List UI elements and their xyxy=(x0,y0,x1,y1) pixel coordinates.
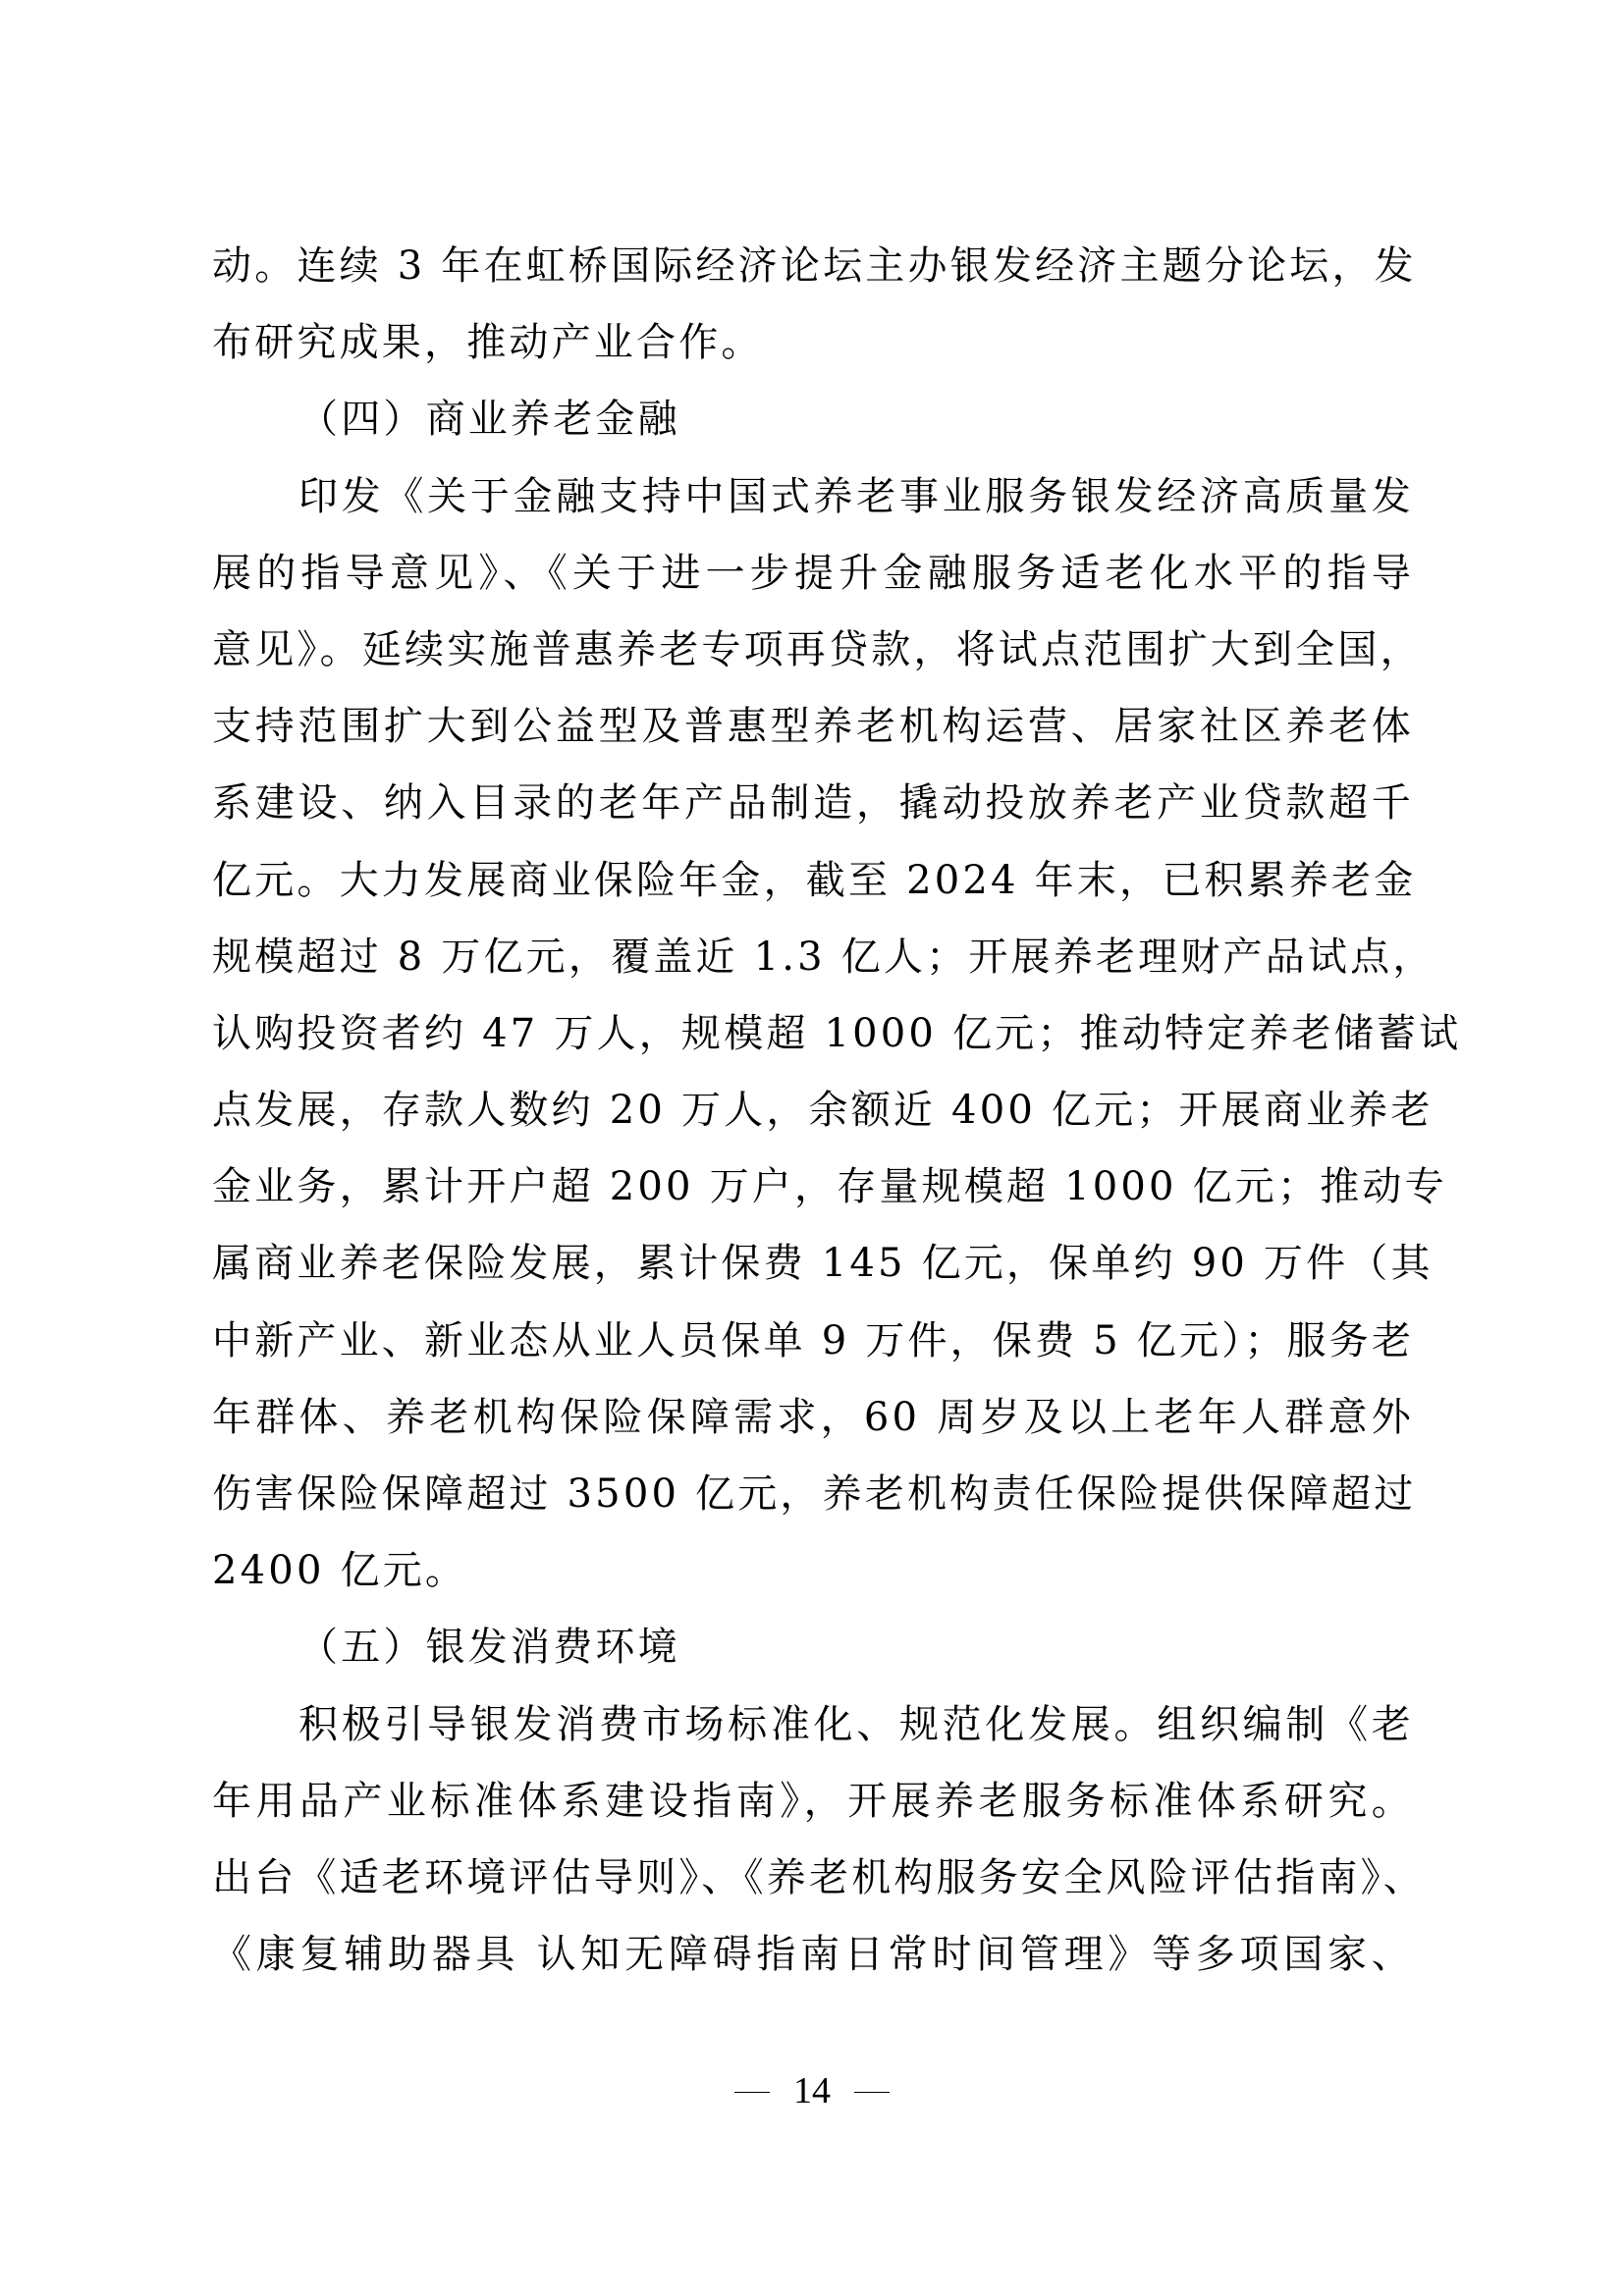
paragraph-line: 点发展，存款人数约 20 万人，余额近 400 亿元；开展商业养老 xyxy=(212,1088,1434,1134)
paragraph-line: 属商业养老保险发展，累计保费 145 亿元，保单约 90 万件（其 xyxy=(212,1241,1434,1287)
paragraph-line: 年用品产业标准体系建设指南》，开展养老服务标准体系研究。 xyxy=(212,1778,1414,1824)
paragraph-line: 出台《适老环境评估导则》、《养老机构服务安全风险评估指南》、 xyxy=(212,1854,1426,1900)
page-number: 14 xyxy=(793,2070,831,2111)
paragraph-line: 2400 亿元。 xyxy=(212,1548,468,1594)
paragraph-line: 印发《关于金融支持中国式养老事业服务银发经济高质量发 xyxy=(298,473,1414,519)
paragraph-line: 金业务，累计开户超 200 万户，存量规模超 1000 亿元；推动专 xyxy=(212,1164,1447,1210)
section-heading-commercial-pension-finance: （四）商业养老金融 xyxy=(298,397,680,443)
paragraph-line: 积极引导银发消费市场标准化、规范化发展。组织编制《老 xyxy=(298,1701,1414,1747)
paragraph-line: 动。连续 3 年在虹桥国际经济论坛主办银发经济主题分论坛，发 xyxy=(212,243,1417,289)
paragraph-line: 意见》。延续实施普惠养老专项再贷款，将试点范围扩大到全国， xyxy=(212,626,1423,672)
paragraph-line: 《康复辅助器具 认知无障碍指南日常时间管理》等多项国家、 xyxy=(212,1932,1414,1978)
body-text xyxy=(212,228,1462,1993)
paragraph-line: 系建设、纳入目录的老年产品制造，撬动投放养老产业贷款超千 xyxy=(212,780,1414,827)
paragraph-line: 亿元。大力发展商业保险年金，截至 2024 年末，已积累养老金 xyxy=(212,857,1417,903)
paragraph-line: 认购投资者约 47 万人，规模超 1000 亿元；推动特定养老储蓄试 xyxy=(212,1010,1462,1056)
paragraph-line: 支持范围扩大到公益型及普惠型养老机构运营、居家社区养老体 xyxy=(212,704,1414,750)
dash-left-decoration xyxy=(734,2092,770,2093)
paragraph-line: 中新产业、新业态从业人员保单 9 万件，保费 5 亿元）；服务老 xyxy=(212,1317,1415,1363)
paragraph-line: 年群体、养老机构保险保障需求，60 周岁及以上老年人群意外 xyxy=(212,1394,1414,1440)
page-footer xyxy=(0,2069,1624,2112)
section-heading-silver-consumption-environment: （五）银发消费环境 xyxy=(298,1625,680,1671)
paragraph-line: 规模超过 8 万亿元，覆盖近 1.3 亿人；开展养老理财产品试点， xyxy=(212,934,1435,980)
paragraph-line: 展的指导意见》、《关于进一步提升金融服务适老化水平的指导 xyxy=(212,550,1414,596)
dash-right-decoration xyxy=(854,2092,890,2093)
paragraph-line: 布研究成果，推动产业合作。 xyxy=(212,320,764,366)
paragraph-line: 伤害保险保障超过 3500 亿元，养老机构责任保险提供保障超过 xyxy=(212,1471,1417,1517)
